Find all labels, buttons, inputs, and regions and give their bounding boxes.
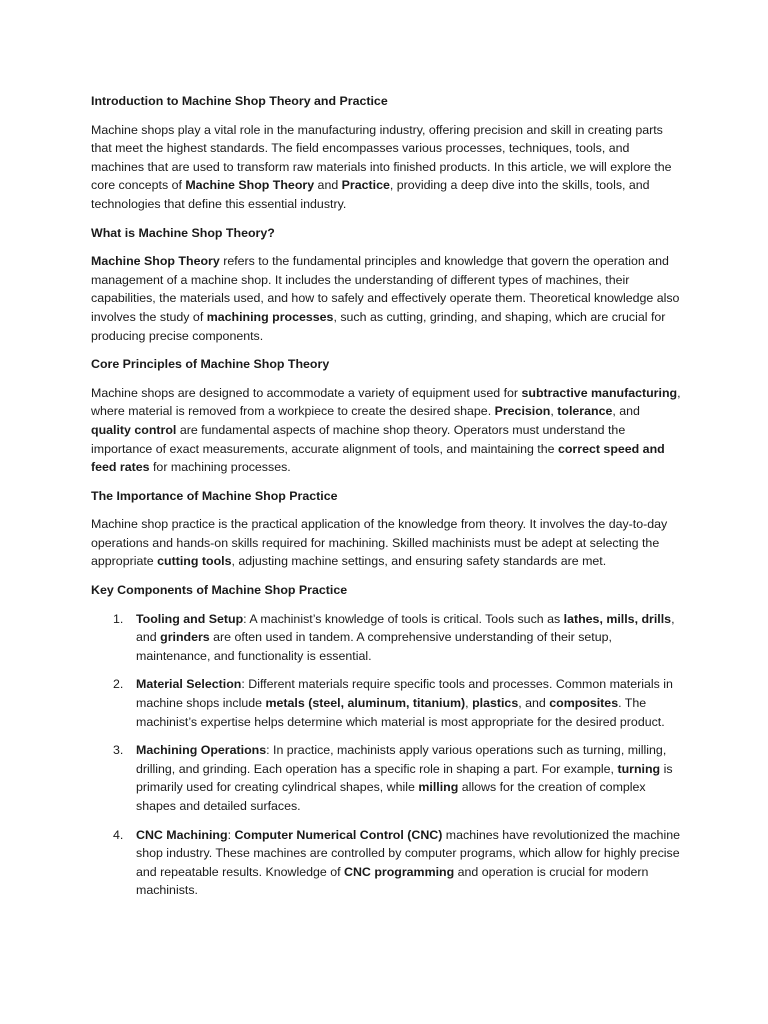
- bold-text: milling: [418, 780, 459, 795]
- text: ,: [550, 404, 558, 419]
- list-number: 4.: [113, 827, 124, 842]
- paragraph-importance-of-practice: [91, 515, 681, 571]
- heading-introduction: Introduction to Machine Shop Theory and Practice: [91, 94, 388, 108]
- text: and operation is crucial for modern machinists.: [136, 864, 649, 898]
- paragraph-core-principles: [91, 384, 681, 477]
- text: : Different materials require specific tools and processes. Common materials in machine shops include: [136, 677, 673, 711]
- bold-text: turning: [617, 761, 661, 776]
- text: , such as cutting, grinding, and shaping, which are crucial for producing precise components.: [91, 309, 666, 343]
- bold-text: tolerance: [557, 404, 613, 419]
- text: : In practice, machinists apply various operations such as turning, milling, drilling, and grinding. Each operation has a specific role in shaping a part. For example,: [136, 743, 667, 776]
- list-number: 1.: [113, 611, 124, 626]
- paragraph-introduction: [91, 121, 681, 214]
- text: are fundamental aspects of machine shop theory. Operators must understand the importance of exact measurements, accurate alignment of tools, and maintaining the: [91, 422, 626, 456]
- bold-text: Practice: [341, 178, 390, 193]
- text: are often used in tandem. A comprehensive understanding of their setup, maintenance, and functionality is essential.: [136, 630, 612, 663]
- bold-text: lathes, mills, drills: [563, 611, 672, 626]
- text: , adjusting machine settings, and ensuring safety standards are met.: [231, 554, 607, 569]
- text: :: [227, 827, 235, 842]
- text: refers to the fundamental principles and knowledge that govern the operation and management of a machine shop. It includes the understanding of different types of machines, their capabilities, the materials used, and how to safely and effectively operate them. Theoretical knowledge also involves the study of: [91, 254, 680, 324]
- heading-what-is-theory: What is Machine Shop Theory?: [91, 225, 275, 240]
- heading-importance-of-practice: The Importance of Machine Shop Practice: [91, 488, 338, 503]
- text: , where material is removed from a workpiece to create the desired shape.: [91, 385, 681, 419]
- bold-text: CNC Machining: [136, 827, 228, 842]
- text: allows for the creation of complex shapes and detailed surfaces.: [136, 780, 646, 813]
- bold-text: CNC programming: [344, 864, 455, 879]
- text: is primarily used for creating cylindrical shapes, while: [136, 761, 673, 795]
- text: for machining processes.: [149, 460, 291, 475]
- bold-text: Computer Numerical Control (CNC): [234, 827, 443, 842]
- bold-text: Machining Operations: [136, 743, 267, 758]
- bold-text: metals (steel, aluminum, titanium): [265, 696, 466, 711]
- list-item: [91, 610, 681, 666]
- text: , providing a deep dive into the skills, tools, and technologies that define this essential industry.: [91, 178, 650, 211]
- text: : A machinist’s knowledge of tools is critical. Tools such as: [243, 611, 564, 626]
- text: machines have revolutionized the machine shop industry. These machines are controlled by computer programs, which allow for highly precise and repeatable results. Knowledge of: [136, 827, 680, 879]
- bold-text: machining processes: [206, 309, 334, 324]
- list-number: 3.: [113, 743, 124, 758]
- text: Machine shops are designed to accommodate a variety of equipment used for: [91, 385, 522, 400]
- list-item: [91, 826, 681, 900]
- document-body: [91, 92, 681, 910]
- text: ,: [465, 696, 473, 711]
- bold-text: Material Selection: [136, 677, 242, 692]
- heading-core-principles: Core Principles of Machine Shop Theory: [91, 357, 330, 372]
- bold-text: Precision: [494, 404, 551, 419]
- text: and: [314, 178, 342, 193]
- bold-text: cutting tools: [157, 554, 232, 569]
- bold-text: plastics: [472, 696, 519, 711]
- text: Machine shops play a vital role in the manufacturing industry, offering precision and skill in creating parts that meet the highest standards. The field encompasses various processes, techniques, tools, and machines that are used to transform raw materials into finished products. In this article, we will explore the core concepts of: [91, 122, 672, 193]
- bold-text: grinders: [160, 630, 210, 645]
- numbered-list: [91, 610, 681, 900]
- text: Machine shop practice is the practical application of the knowledge from theory. It involves the day-to-day operations and hands-on skills required for machining. Skilled machinists must be adept at selecting the appropriate: [91, 517, 668, 569]
- list-number: 2.: [113, 677, 124, 692]
- bold-text: Machine Shop Theory: [91, 254, 220, 269]
- text: , and: [612, 404, 640, 419]
- bold-text: quality control: [91, 422, 177, 437]
- text: . The machinist’s expertise helps determine which material is most appropriate for the desired product.: [136, 696, 665, 729]
- list-item: [91, 675, 681, 731]
- bold-text: correct speed and feed rates: [91, 441, 665, 475]
- list-item: [91, 741, 681, 815]
- heading-key-components: Key Components of Machine Shop Practice: [91, 583, 348, 598]
- bold-text: composites: [549, 696, 619, 711]
- bold-text: Machine Shop Theory: [185, 178, 315, 193]
- text: , and: [518, 696, 550, 711]
- bold-text: Tooling and Setup: [136, 611, 244, 626]
- paragraph-what-is-theory: [91, 252, 681, 345]
- text: , and: [136, 611, 675, 645]
- bold-text: subtractive manufacturing: [521, 385, 678, 400]
